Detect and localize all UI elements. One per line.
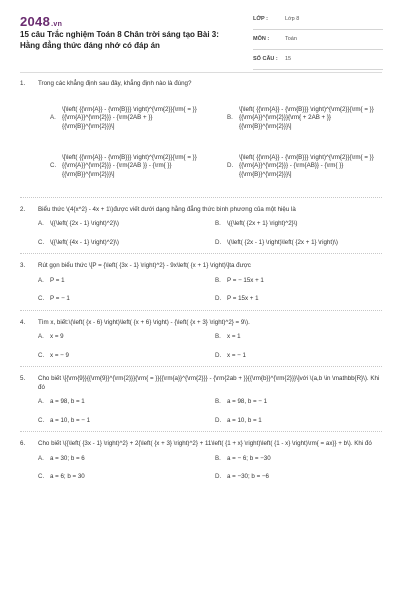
option-text: \[\left( {{\rm{A}} - {\rm{B}}} \right)^{\rm{2}}{\rm{ = }} {{\rm{A}}^{\rm{2}}}{\rm{ + 2AB + }} {{\rm{B}}^{\rm{2}}}\] bbox=[239, 105, 374, 130]
option-letter: B. bbox=[215, 276, 221, 284]
option-letter: A. bbox=[38, 276, 44, 284]
option-letter: B. bbox=[215, 333, 221, 340]
option-text: a = −30; b = −6 bbox=[227, 473, 269, 480]
option-text: P = − 1 bbox=[50, 295, 70, 302]
option-d[interactable] bbox=[215, 239, 382, 248]
question-text: Biểu thức \(4{x^2} - 4x + 1\)được viết dưới dạng hằng đẳng thức bình phương của một hiệu là bbox=[38, 205, 296, 213]
option-letter: C. bbox=[50, 162, 57, 170]
options-grid bbox=[20, 277, 382, 304]
option-letter: C. bbox=[38, 351, 45, 359]
option-letter: A. bbox=[50, 114, 56, 122]
option-b[interactable] bbox=[215, 95, 382, 143]
site-logo[interactable]: 2048.vn bbox=[20, 14, 63, 29]
option-text: a = 10, b = 1 bbox=[227, 416, 262, 424]
question-text: Cho biết \[{\rm{9}}{{\rm{9}}^{\rm{2}}}{\rm{ = }}{{\rm{a}}^{\rm{2}}} - {\rm{2ab + }}{{\rm{b}}^{\rm{2}}}\]với \(a,b \in \mathbb{R}\). Khi đó bbox=[38, 375, 380, 391]
option-text: a = 98, b = − 1 bbox=[227, 398, 268, 405]
option-a[interactable] bbox=[38, 220, 205, 229]
option-a[interactable] bbox=[38, 398, 205, 407]
question-stem bbox=[20, 440, 382, 449]
option-c[interactable] bbox=[38, 239, 205, 248]
header-divider bbox=[20, 72, 382, 73]
option-b[interactable] bbox=[215, 333, 382, 342]
question-number: 4. bbox=[20, 318, 26, 326]
option-text: x = 1 bbox=[227, 333, 241, 340]
option-text: \({\left( {2x + 1} \right)^2}\) bbox=[227, 220, 298, 227]
option-letter: C. bbox=[38, 416, 45, 424]
question-6 bbox=[20, 440, 382, 482]
question-5 bbox=[20, 375, 382, 425]
option-text: a = 10, b = − 1 bbox=[50, 416, 91, 424]
option-text: \({\left( {4x - 1} \right)^2}\) bbox=[50, 238, 119, 246]
options-grid bbox=[20, 95, 382, 191]
question-text: Trong các khẳng định sau đây, khẳng định nào là đúng? bbox=[38, 80, 192, 87]
option-letter: B. bbox=[215, 398, 221, 405]
question-text: Cho biết \({\left( {3x - 1} \right)^2} + 2{\left( {x + 3} \right)^2} + 11\left( {1 + x} \right)\left( {1 - x} \right)\rm{ = ax}} + b\). Khi đó bbox=[38, 440, 372, 447]
option-letter: D. bbox=[215, 238, 222, 246]
options-grid bbox=[20, 333, 382, 360]
option-letter: D. bbox=[215, 416, 222, 424]
question-text: Tìm x, biết:\(\left( {x - 6} \right)\left( {x + 6} \right) - {\left( {x + 3} \right)^2} = 9\). bbox=[38, 318, 250, 326]
option-c[interactable] bbox=[38, 295, 205, 304]
options-grid bbox=[20, 398, 382, 425]
question-number: 6. bbox=[20, 440, 26, 447]
option-letter: A. bbox=[38, 454, 44, 462]
question-3 bbox=[20, 262, 382, 304]
document-title: 15 câu Trắc nghiệm Toán 8 Chân trời sáng tạo Bài 3: Hằng đẳng thức đáng nhớ có đáp án bbox=[20, 30, 219, 50]
option-text: x = − 1 bbox=[227, 351, 246, 359]
meta-value: 15 bbox=[285, 56, 292, 62]
question-stem bbox=[20, 375, 382, 392]
question-number: 5. bbox=[20, 375, 26, 382]
meta-key: SỐ CÂU : bbox=[253, 56, 278, 62]
option-text: P = 15x + 1 bbox=[227, 295, 259, 302]
option-a[interactable] bbox=[38, 455, 205, 464]
option-text: a = 6; b = 30 bbox=[50, 473, 85, 480]
option-a[interactable] bbox=[38, 277, 205, 286]
question-text: Rút gọn biểu thức \[P = {\left( {3x - 1} \right)^2} - 9x\left( {x + 1} \right)\]ta được bbox=[38, 262, 251, 269]
option-text: x = 9 bbox=[50, 333, 64, 340]
option-b[interactable] bbox=[215, 220, 382, 229]
question-stem bbox=[20, 262, 382, 271]
meta-row-count bbox=[253, 54, 383, 70]
option-d[interactable] bbox=[215, 352, 382, 361]
option-letter: B. bbox=[215, 454, 221, 462]
question-stem bbox=[20, 206, 382, 215]
option-letter: D. bbox=[215, 473, 222, 480]
question-list bbox=[20, 80, 382, 482]
question-divider bbox=[20, 253, 382, 254]
option-letter: D. bbox=[215, 351, 222, 359]
question-divider bbox=[20, 197, 382, 198]
question-stem bbox=[20, 319, 382, 328]
option-d[interactable] bbox=[215, 143, 382, 191]
option-letter: B. bbox=[215, 220, 221, 227]
option-text: \(\left( {2x - 1} \right)\left( {2x + 1} \right)\) bbox=[227, 238, 338, 246]
question-stem bbox=[20, 80, 382, 89]
option-letter: C. bbox=[38, 473, 45, 480]
meta-value: Toán bbox=[285, 36, 297, 42]
option-c[interactable] bbox=[38, 417, 205, 426]
option-text: \[\left( {{\rm{A}} - {\rm{B}}} \right)^{\rm{2}}{\rm{ = }} {{\rm{A}}^{\rm{2}}} - {\rm{2AB }} - {\rm{ }} {{\rm{B}}^{\rm{2}}}\] bbox=[62, 153, 197, 178]
option-letter: A. bbox=[38, 333, 44, 340]
option-letter: C. bbox=[38, 295, 45, 302]
option-text: \({\left( {2x - 1} \right)^2}\) bbox=[50, 220, 119, 227]
meta-box bbox=[253, 14, 383, 74]
question-divider bbox=[20, 366, 382, 367]
option-c[interactable] bbox=[38, 473, 205, 482]
meta-row-subject bbox=[253, 34, 383, 50]
page-header bbox=[0, 0, 400, 70]
option-text: a = − 6; b = −30 bbox=[227, 454, 271, 462]
option-c[interactable] bbox=[38, 143, 205, 191]
question-2 bbox=[20, 206, 382, 248]
option-letter: A. bbox=[38, 398, 44, 405]
option-d[interactable] bbox=[215, 417, 382, 426]
question-number: 3. bbox=[20, 262, 26, 269]
option-b[interactable] bbox=[215, 398, 382, 407]
options-grid bbox=[20, 455, 382, 482]
option-letter: B. bbox=[227, 114, 233, 122]
option-d[interactable] bbox=[215, 473, 382, 482]
meta-key: LỚP : bbox=[253, 16, 268, 22]
option-text: P = − 15x + 1 bbox=[227, 276, 264, 284]
option-letter: D. bbox=[215, 295, 222, 302]
option-text: \[\left( {{\rm{A}} - {\rm{B}}} \right)^{\rm{2}}{\rm{ = }} {{\rm{A}}^{\rm{2}}} - {\rm{2AB + }} {{\rm{B}}^{\rm{2}}}\] bbox=[62, 105, 197, 130]
question-number: 1. bbox=[20, 80, 26, 87]
option-letter: A. bbox=[38, 220, 44, 227]
question-divider bbox=[20, 431, 382, 432]
option-c[interactable] bbox=[38, 352, 205, 361]
option-letter: D. bbox=[227, 162, 234, 170]
question-4 bbox=[20, 319, 382, 361]
option-letter: C. bbox=[38, 238, 45, 246]
meta-value: Lớp 8 bbox=[285, 16, 300, 22]
meta-key: MÔN : bbox=[253, 36, 270, 42]
option-b[interactable] bbox=[215, 277, 382, 286]
option-a[interactable] bbox=[38, 95, 205, 143]
question-divider bbox=[20, 310, 382, 311]
question-1 bbox=[20, 80, 382, 191]
option-text: P = 1 bbox=[50, 276, 65, 284]
option-d[interactable] bbox=[215, 295, 382, 304]
option-text: a = 98, b = 1 bbox=[50, 398, 85, 405]
option-text: \[\left( {{\rm{A}} - {\rm{B}}} \right)^{\rm{2}}{\rm{ = }} {{\rm{A}}^{\rm{2}}} - {\rm{AB}} - {\rm{ }} {{\rm{B}}^{\rm{2}}}\] bbox=[239, 153, 374, 178]
options-grid bbox=[20, 220, 382, 247]
question-number: 2. bbox=[20, 205, 26, 213]
option-a[interactable] bbox=[38, 333, 205, 342]
option-b[interactable] bbox=[215, 455, 382, 464]
meta-row-class bbox=[253, 14, 383, 30]
option-text: x = − 9 bbox=[50, 351, 69, 359]
option-text: a = 30; b = 6 bbox=[50, 454, 85, 462]
